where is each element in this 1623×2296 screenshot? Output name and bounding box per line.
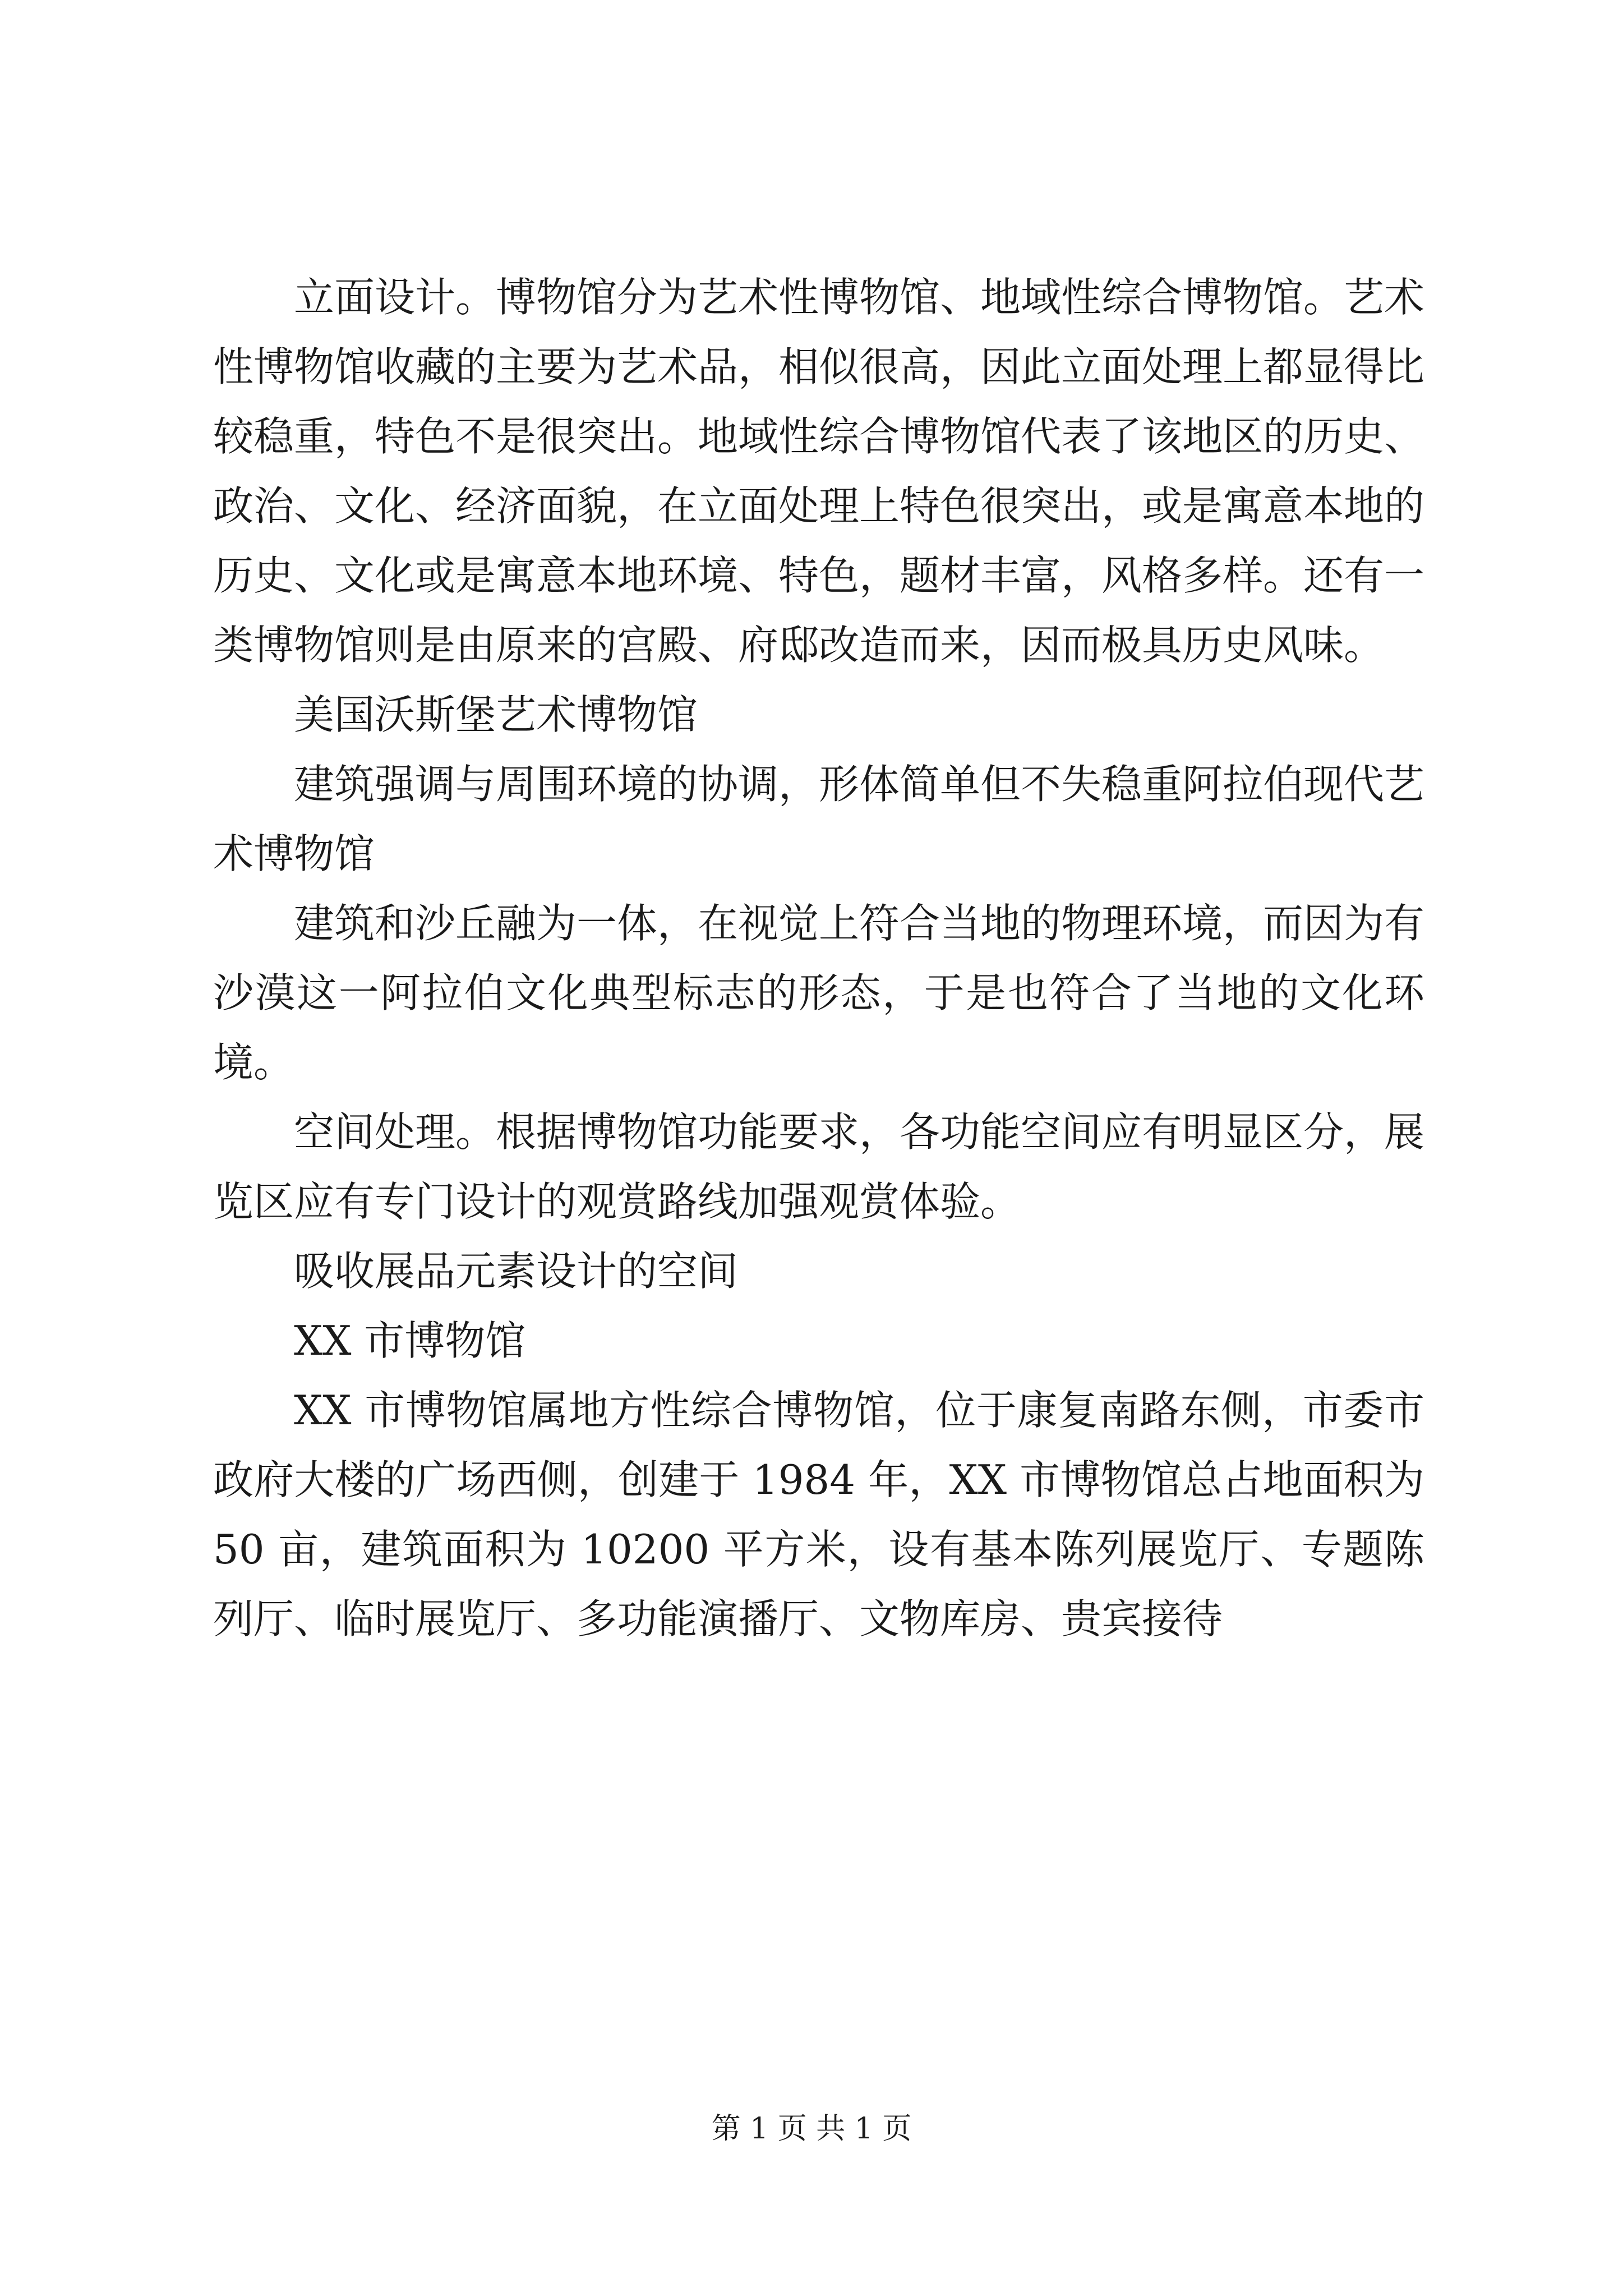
page-footer: 第 1 页 共 1 页 [711,2112,912,2146]
paragraph-exhibit-elements-space: 吸收展品元素设计的空间 [294,1248,739,1295]
paragraph-facade-design: 立面设计。博物馆分为艺术性博物馆、地域性综合博物馆。艺术性博物馆收藏的主要为艺术品，相似很高，因此立面处理上都显得比较稳重，特色不是很突出。地域性综合博物馆代表了该地区的历史、政治、文化、经济面貌，在立面处理上特色很突出，或是寓意本地的历史、文化或是寓意本地环境、特色，题材丰富，风格多样。还有一类博物馆则是由原来的宫殿、府邸改造而来，因而极具历史风味。 [213,274,1425,669]
paragraph-city-museum-description: XX 市博物馆属地方性综合博物馆，位于康复南路东侧，市委市政府大楼的广场西侧，创建于 1984 年，XX 市博物馆总占地面积为 50 亩，建筑面积为 10200 平方米，设有基本陈列展览厅、专题陈列厅、临时展览厅、多功能演播厅、文物库房、贵宾接待 [213,1387,1424,1642]
paragraph-space-treatment: 空间处理。根据博物馆功能要求，各功能空间应有明显区分，展览区应有专门设计的观赏路线加强观赏体验。 [213,1108,1425,1225]
document-body [213,263,1424,1654]
paragraph-fort-worth-museum: 美国沃斯堡艺术博物馆 [294,691,698,738]
paragraph-city-museum-heading: XX 市博物馆 [294,1317,526,1364]
paragraph-environment-coordination: 建筑强调与周围环境的协调，形体简单但不失稳重阿拉伯现代艺术博物馆 [213,761,1425,877]
paragraph-dune-integration: 建筑和沙丘融为一体，在视觉上符合当地的物理环境，而因为有沙漠这一阿拉伯文化典型标志的形态，于是也符合了当地的文化环境。 [213,900,1425,1086]
